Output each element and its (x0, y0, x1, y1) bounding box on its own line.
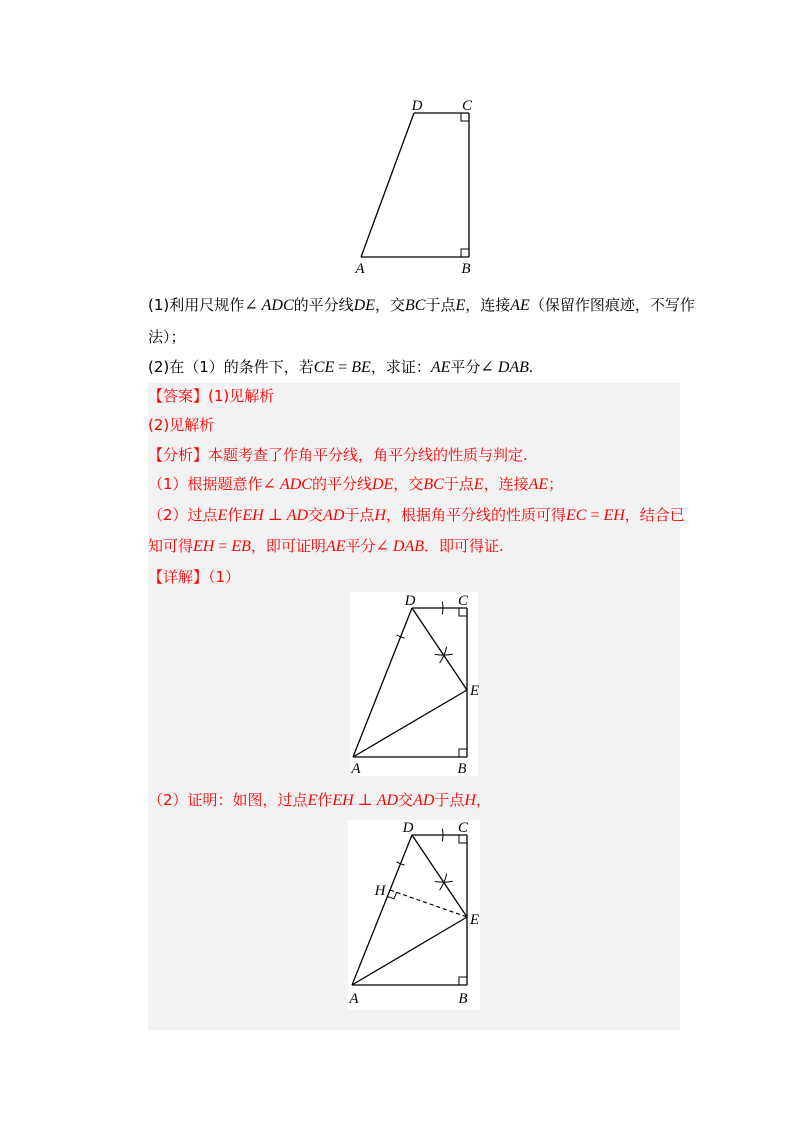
text-run: 交 (308, 506, 324, 524)
math-symbol: = (214, 538, 232, 555)
segment-ae (352, 917, 467, 985)
text-run: ，连接 (465, 296, 511, 314)
problem-part1-line1 (148, 294, 695, 316)
math-variable: AD (413, 792, 435, 809)
text-run: 法）； (148, 328, 186, 346)
math-variable: ADC (279, 476, 312, 493)
math-variable: AE (430, 359, 451, 376)
math-variable: ADC (261, 297, 294, 314)
vertex-label-d: D (411, 98, 423, 114)
text-run: （保留作图痕迹，不写作 (529, 296, 695, 314)
math-symbol: ∠ (244, 297, 262, 314)
vertex-label-c: C (457, 593, 469, 609)
math-variable: EH (193, 538, 215, 555)
math-variable: E (307, 792, 318, 809)
text-run: ； (548, 475, 564, 493)
text-run: 【答案】(1)见解析 (148, 387, 275, 405)
vertex-label-c: C (461, 98, 473, 114)
text-run: (2)在（1）的条件下，若 (148, 358, 314, 376)
problem-figure (350, 92, 480, 282)
text-run: 作 (227, 506, 243, 524)
problem-part1-line2 (148, 326, 186, 348)
right-angle-mark-b (459, 977, 467, 985)
problem-part2-line (148, 356, 533, 378)
segment-de-bisector (412, 608, 467, 690)
vertex-label-d: D (404, 593, 416, 609)
vertex-label-d: D (402, 820, 414, 836)
text-run: 【分析】本题考查了作角平分线，角平分线的性质与判定. (148, 446, 528, 464)
text-run: 【详解】（1） (148, 568, 241, 586)
analysis-part1 (148, 473, 563, 495)
proof-figure (348, 820, 480, 1010)
math-variable: E (455, 297, 466, 314)
text-run: （2）过点 (148, 506, 218, 524)
text-run: 交 (398, 791, 414, 809)
math-variable: DE (353, 297, 375, 314)
answer-part1 (148, 385, 274, 407)
text-run: 的平分线 (293, 296, 354, 314)
analysis-part2-line1 (148, 504, 685, 526)
math-variable: BE (351, 359, 371, 376)
vertex-label-h: H (374, 883, 386, 899)
text-run: 于点 (443, 475, 474, 493)
text-run: (2)见解析 (148, 416, 215, 434)
answer-part2 (148, 414, 214, 436)
segment-de-bisector (412, 835, 467, 917)
math-variable: AD (323, 507, 345, 524)
text-run: ，即可证明 (250, 537, 326, 555)
construction-figure (350, 592, 478, 776)
proof-figure-box (348, 820, 480, 1010)
segment-ad (352, 835, 412, 985)
vertex-label-e: E (470, 683, 480, 699)
segment-ad (353, 608, 412, 757)
vertex-label-b: B (461, 261, 471, 277)
math-variable: AD (376, 792, 399, 809)
text-run: ， (475, 791, 491, 809)
math-variable: H (374, 507, 386, 524)
text-run: 知可得 (148, 537, 194, 555)
math-variable: BC (405, 297, 426, 314)
text-run: 于点 (425, 296, 456, 314)
math-variable: EB (231, 538, 251, 555)
text-run: ，交 (393, 475, 424, 493)
math-variable: AE (528, 476, 549, 493)
math-variable: EH (603, 507, 625, 524)
math-symbol: = (334, 359, 352, 376)
math-variable: EH (332, 792, 354, 809)
segment-ad (361, 113, 414, 257)
text-run: 于点 (344, 506, 375, 524)
segment-eh-dashed (390, 890, 467, 917)
math-variable: DAB (497, 359, 529, 376)
math-variable: EC (565, 507, 587, 524)
vertex-label-b: B (457, 761, 467, 777)
text-run: 平分 (450, 358, 481, 376)
math-variable: DE (371, 476, 394, 493)
math-symbol: ∠ (262, 476, 280, 493)
segment-ae (353, 690, 467, 757)
text-run: ，结合已 (624, 506, 685, 524)
math-variable: DAB (392, 538, 425, 555)
math-symbol: . (528, 359, 533, 376)
math-symbol: ⊥ (263, 507, 287, 524)
analysis-heading (148, 444, 528, 466)
right-angle-mark-c (459, 608, 467, 616)
math-variable: H (464, 792, 476, 809)
right-angle-mark-b (461, 249, 469, 257)
math-symbol: ∠ (375, 538, 393, 555)
text-run: ，交 (375, 296, 406, 314)
math-symbol: ∠ (480, 359, 498, 376)
text-run: (1)利用尺规作 (148, 296, 245, 314)
right-angle-mark-c (459, 835, 467, 843)
text-run: 平分 (345, 537, 376, 555)
text-run: （2）证明：如图，过点 (148, 791, 308, 809)
math-symbol: ⊥ (353, 792, 377, 809)
math-symbol: = (586, 507, 604, 524)
math-variable: E (217, 507, 228, 524)
math-variable: AD (286, 507, 309, 524)
analysis-part2-line2 (148, 535, 504, 557)
text-run: （1）根据题意作 (148, 475, 263, 493)
text-run: 的平分线 (311, 475, 372, 493)
math-variable: E (473, 476, 484, 493)
math-variable: AE (510, 297, 530, 314)
construction-figure-box (350, 592, 478, 776)
text-run: 于点 (434, 791, 465, 809)
math-variable: CE (313, 359, 335, 376)
text-run: ，求证： (370, 358, 431, 376)
vertex-label-a: A (351, 761, 361, 777)
proof-intro (148, 789, 491, 811)
vertex-label-a: A (349, 991, 359, 1007)
math-variable: EH (242, 507, 264, 524)
vertex-label-e: E (470, 912, 480, 928)
detail-heading (148, 566, 240, 588)
vertex-label-b: B (458, 991, 468, 1007)
math-variable: BC (423, 476, 444, 493)
text-run: ．即可得证. (424, 537, 504, 555)
vertex-label-a: A (355, 261, 365, 277)
right-angle-mark-c (461, 113, 469, 121)
right-angle-mark-b (459, 749, 467, 757)
vertex-label-c: C (457, 820, 469, 836)
text-run: ，根据角平分线的性质可得 (385, 506, 566, 524)
math-variable: AE (325, 538, 346, 555)
text-run: 作 (317, 791, 333, 809)
text-run: ，连接 (483, 475, 529, 493)
